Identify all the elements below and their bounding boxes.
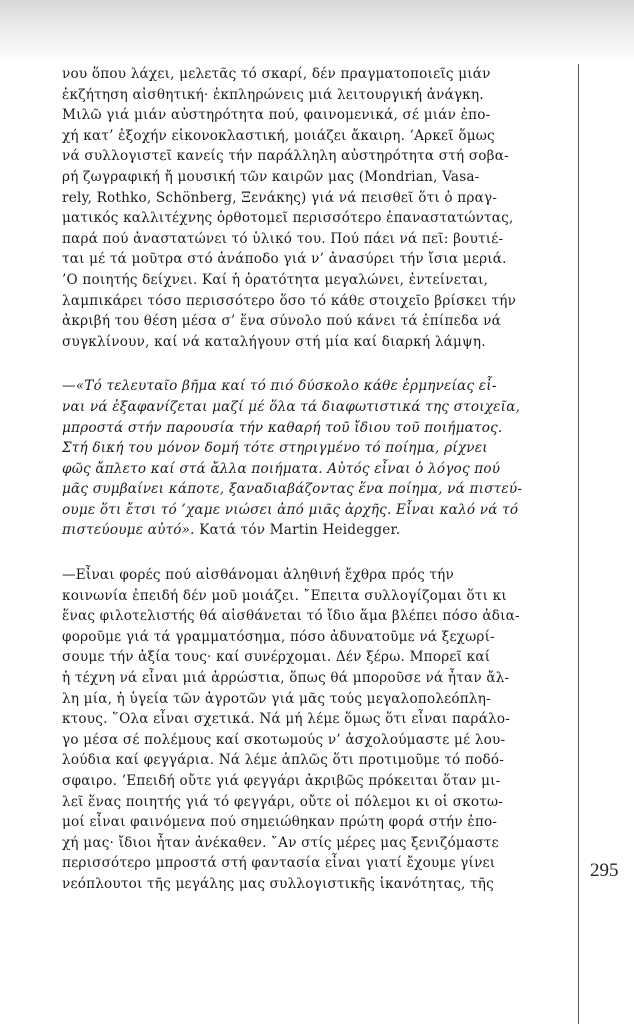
- paragraph-1: [62, 64, 552, 352]
- text-line: λεῖ ἕνας ποιητής γιά τό φεγγάρι, οὔτε οἱ πόλεμοι κι οἱ σκοτω-: [62, 793, 504, 810]
- text-line: rely, Rothko, Schönberg, Ξενάκης) γιά νά πεισθεῖ ὅτι ὁ πραγ-: [62, 189, 498, 206]
- page-body: [62, 64, 552, 895]
- paragraph-3: [62, 565, 552, 895]
- text-line: ματικός καλλιτέχνης ὀρθοτομεῖ περισσότερο ἐπαναστατώντας,: [62, 210, 514, 227]
- text-line: χή μας· ἴδιοι ἦταν ἀνέκαθεν. ῎Αν στίς μέρες μας ξενιζόμαστε: [62, 834, 499, 851]
- quote-line: ναι νά ἐξαφανίζεται μαζί μέ ὅλα τά διαφωτιστικά της στοιχεῖα,: [62, 398, 521, 415]
- text-line: νου ὅπου λάχει, μελετᾶς τό σκαρί, δέν πραγματοποιεῖς μιάν: [62, 66, 491, 82]
- text-line: ρή ζωγραφική ἤ μουσική τῶν καιρῶν μας (Mondrian, Vasa-: [62, 168, 480, 185]
- text-line: ἡ τέχνη νά εἶναι μιά ἀρρώστια, ὅπως θά μποροῦσε νά ἦταν ἄλ-: [62, 670, 510, 687]
- quote-line: μπροστά στήν παρουσία τήν καθαρή τοῦ ἴδιου τοῦ ποιήματος.: [62, 419, 503, 436]
- text-line: λη μία, ἡ ὑγεία τῶν ἀγροτῶν γιά μᾶς τούς μεγαλοπολεόπλη-: [62, 690, 491, 707]
- paragraph-gap: [62, 352, 552, 376]
- quote-attribution-line: [62, 520, 552, 541]
- text-line: κοινωνία ἐπειδή δέν μοῦ μοιάζει. ῎Επειτα συλλογίζομαι ὅτι κι: [62, 587, 507, 604]
- quote-attribution: Κατά τόν Martin Heidegger.: [194, 522, 401, 539]
- text-line: ἀκριβή του θέση μέσα σ’ ἕνα σύνολο πού κάνει τά ἐπίπεδα νά: [62, 313, 501, 330]
- text-line: —Εἶναι φορές πού αἰσθάνομαι ἀληθινή ἔχθρα πρός τήν: [62, 567, 454, 584]
- text-line: ται μέ τά μοῦτρα στό ἀνάποδο γιά ν’ ἀνασύρει τήν ἴσια μεριά.: [62, 251, 507, 268]
- text-line: ἕνας φιλοτελιστής θά αἰσθάνεται τό ἴδιο ἅμα βλέπει πόσο ἀδια-: [62, 608, 520, 625]
- scan-shadow: [0, 0, 634, 64]
- quote-line: φῶς ἄπλετο καί στά ἄλλα ποιήματα. Αὐτός εἶναι ὁ λόγος πού: [62, 460, 501, 477]
- text-line: παρά πού ἀναστατώνει τό ὑλικό του. Πού πάει νά πεῖ: βουτιέ-: [62, 230, 504, 247]
- text-line: γο μέσα σέ πολέμους καί σκοτωμούς ν’ ἀσχολούμαστε μέ λου-: [62, 731, 506, 748]
- text-line: συγκλίνουν, καί νά καταλήγουν στή μία καί διαρκή λάμψη.: [62, 333, 486, 350]
- text-line: ’Ο ποιητής δείχνει. Καί ἡ ὁρατότητα μεγαλώνει, ἐντείνεται,: [62, 271, 489, 288]
- text-line: ἐκζήτηση αἰσθητική· ἐκπληρώνεις μιά λειτουργική ἀνάγκη.: [62, 86, 484, 103]
- text-line: νεόπλουτοι τῆς μεγάλης μας συλλογιστικῆς ἱκανότητας, τῆς: [62, 875, 494, 892]
- quote-end: πιστεύουμε αὐτό».: [62, 522, 195, 539]
- quote-line: Στή δική του μόνον δομή τότε στηριγμένο τό ποίημα, ρίχνει: [62, 440, 488, 457]
- text-line: χή κατ’ ἐξοχήν εἰκονοκλαστική, μοιάζει ἄκαιρη. ’Αρκεῖ ὅμως: [62, 127, 495, 144]
- text-line: μοί εἶναι φαινόμενα πού σημειώθηκαν πρώτη φορά στήν ἐπο-: [62, 814, 498, 831]
- text-line: σφαιρο. ’Επειδή οὔτε γιά φεγγάρι ἀκριβῶς πρόκειται ὅταν μι-: [62, 773, 501, 789]
- page-number: 295: [590, 860, 619, 881]
- margin-rule: [578, 64, 579, 1024]
- paragraph-gap: [62, 541, 552, 565]
- text-line: λαμπικάρει τόσο περισσότερο ὅσο τό κάθε στοιχεῖο βρίσκει τήν: [62, 292, 517, 309]
- text-line: λούδια καί φεγγάρια. Νά λέμε ἁπλῶς ὅτι προτιμοῦμε τό ποδό-: [62, 752, 505, 769]
- quote-line: μᾶς συμβαίνει κάποτε, ξαναδιαβάζοντας ἕνα ποίημα, νά πιστεύ-: [62, 481, 523, 498]
- text-line: φοροῦμε γιά τά γραμματόσημα, πόσο ἀδυνατοῦμε νά ξεχωρί-: [62, 628, 495, 645]
- text-line: νά συλλογιστεῖ κανείς τήν παράλληλη αὐστηρότητα στή σοβα-: [62, 148, 509, 165]
- text-line: σουμε τήν ἀξία τους· καί συνέρχομαι. Δέν ξέρω. Μπορεῖ καί: [62, 649, 491, 666]
- text-line: κτους. ῞Ολα εἶναι σχετικά. Νά μή λέμε ὅμως ὅτι εἶναι παράλο-: [62, 711, 511, 728]
- text-line: Μιλῶ γιά μιάν αὐστηρότητα πού, φαινομενικά, σέ μιάν ἐπο-: [62, 107, 491, 124]
- paragraph-quote: [62, 376, 552, 541]
- text-line: περισσότερο μπροστά στή φαντασία εἶναι γιατί ἔχουμε γίνει: [62, 855, 496, 872]
- quote-line: ουμε ὅτι ἔτσι τό ’χαμε νιώσει ἀπό μιᾶς ἀρχῆς. Εἶναι καλό νά τό: [62, 501, 519, 518]
- quote-line: —«Τό τελευταῖο βῆμα καί τό πιό δύσκολο κάθε ἑρμηνείας εἶ-: [62, 378, 497, 395]
